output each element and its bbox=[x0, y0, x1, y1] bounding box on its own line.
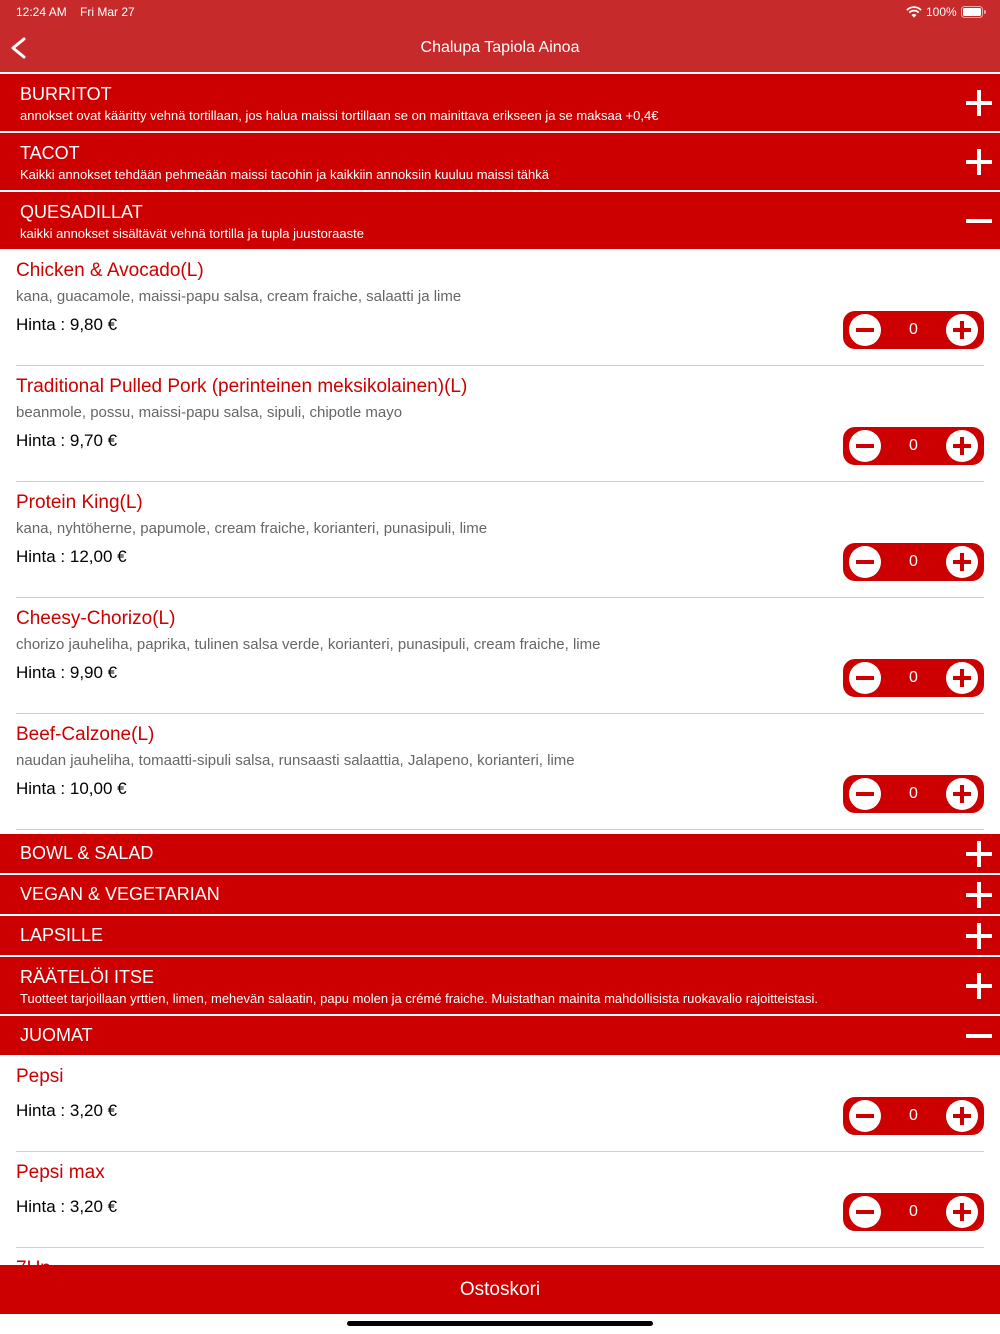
minus-icon[interactable] bbox=[966, 208, 992, 234]
price-value: 9,90 € bbox=[69, 663, 118, 682]
item-price bbox=[16, 426, 984, 456]
decrease-quantity-button[interactable] bbox=[849, 314, 881, 346]
category-header-quesadillat[interactable] bbox=[0, 192, 1000, 249]
item-description: kana, nyhtöherne, papumole, cream fraiche, korianteri, punasipuli, lime bbox=[16, 520, 488, 537]
plus-icon[interactable] bbox=[966, 973, 992, 999]
item-price bbox=[16, 1096, 984, 1126]
decrease-quantity-button[interactable] bbox=[849, 662, 881, 694]
category-title: JUOMAT bbox=[20, 1025, 93, 1045]
cart-button[interactable]: Ostoskori bbox=[0, 1265, 1000, 1314]
price-label: Hinta : bbox=[16, 315, 66, 334]
item-name: Protein King(L) bbox=[16, 492, 143, 513]
item-price bbox=[16, 658, 984, 688]
plus-icon[interactable] bbox=[966, 90, 992, 116]
item-name: Cheesy-Chorizo(L) bbox=[16, 608, 176, 629]
quantity-value: 0 bbox=[909, 1107, 918, 1124]
category-subtitle: annokset ovat kääritty vehnä tortillaan, jos halua maissi tortillaan se on mainittava erikseen ja se maksaa +0,4€ bbox=[20, 108, 659, 123]
decrease-quantity-button[interactable] bbox=[849, 1196, 881, 1228]
price-label: Hinta : bbox=[16, 1197, 66, 1216]
increase-quantity-button[interactable] bbox=[946, 1100, 978, 1132]
menu-item bbox=[16, 1056, 984, 1152]
minus-circle-icon bbox=[849, 778, 881, 810]
category-header-lapsille[interactable] bbox=[0, 916, 1000, 955]
decrease-quantity-button[interactable] bbox=[849, 430, 881, 462]
page-title: Chalupa Tapiola Ainoa bbox=[420, 39, 580, 56]
category-subtitle: Tuotteet tarjoillaan yrttien, limen, mehevän salaatin, papu molen ja crémé fraiche. Muistathan mainita mahdollisista ruokavalio rajoitteistasi. bbox=[20, 991, 818, 1006]
price-value: 3,20 € bbox=[69, 1101, 118, 1120]
item-price bbox=[16, 774, 984, 804]
quantity-value: 0 bbox=[909, 669, 918, 686]
plus-circle-icon bbox=[946, 1196, 978, 1228]
chevron-left-icon bbox=[8, 34, 32, 62]
category-header-tacot[interactable] bbox=[0, 133, 1000, 190]
menu-item bbox=[16, 714, 984, 830]
item-description: naudan jauheliha, tomaatti-sipuli salsa, runsaasti salaattia, Jalapeno, korianteri, lime bbox=[16, 752, 575, 769]
price-label: Hinta : bbox=[16, 547, 66, 566]
category-header-juomat[interactable] bbox=[0, 1016, 1000, 1055]
category-header-vegan-vegetarian[interactable] bbox=[0, 875, 1000, 914]
price-value: 10,00 € bbox=[69, 779, 127, 798]
decrease-quantity-button[interactable] bbox=[849, 778, 881, 810]
minus-circle-icon bbox=[849, 546, 881, 578]
item-name: Chicken & Avocado(L) bbox=[16, 260, 204, 281]
increase-quantity-button[interactable] bbox=[946, 314, 978, 346]
quantity-stepper bbox=[843, 543, 984, 581]
plus-circle-icon bbox=[946, 546, 978, 578]
category-subtitle: Kaikki annokset tehdään pehmeään maissi tacohin ja kaikkiin annoksiin kuuluu maissi tähkä bbox=[20, 167, 549, 182]
minus-circle-icon bbox=[849, 314, 881, 346]
plus-icon[interactable] bbox=[966, 882, 992, 908]
decrease-quantity-button[interactable] bbox=[849, 1100, 881, 1132]
menu-item bbox=[16, 366, 984, 482]
price-label: Hinta : bbox=[16, 779, 66, 798]
menu-item bbox=[16, 598, 984, 714]
item-price bbox=[16, 542, 984, 572]
item-price bbox=[16, 1192, 984, 1222]
quantity-value: 0 bbox=[909, 553, 918, 570]
quantity-value: 0 bbox=[909, 1203, 918, 1220]
plus-circle-icon bbox=[946, 662, 978, 694]
quantity-stepper bbox=[843, 1097, 984, 1135]
quantity-stepper bbox=[843, 659, 984, 697]
battery-percent: 100% bbox=[926, 5, 957, 19]
top-bar bbox=[0, 0, 1000, 72]
increase-quantity-button[interactable] bbox=[946, 546, 978, 578]
plus-circle-icon bbox=[946, 1100, 978, 1132]
category-items-quesadillat bbox=[0, 249, 1000, 830]
menu-item bbox=[16, 482, 984, 598]
item-name: Traditional Pulled Pork (perinteinen meksikolainen)(L) bbox=[16, 376, 468, 397]
price-value: 9,70 € bbox=[69, 431, 118, 450]
increase-quantity-button[interactable] bbox=[946, 430, 978, 462]
minus-icon[interactable] bbox=[966, 1023, 992, 1049]
plus-icon[interactable] bbox=[966, 841, 992, 867]
price-value: 12,00 € bbox=[69, 547, 127, 566]
quantity-value: 0 bbox=[909, 437, 918, 454]
menu-list bbox=[0, 72, 1000, 1314]
menu-item bbox=[16, 250, 984, 366]
category-title: TACOT bbox=[20, 143, 80, 163]
increase-quantity-button[interactable] bbox=[946, 778, 978, 810]
plus-circle-icon bbox=[946, 314, 978, 346]
price-label: Hinta : bbox=[16, 663, 66, 682]
price-value: 9,80 € bbox=[69, 315, 118, 334]
status-date: Fri Mar 27 bbox=[80, 5, 135, 19]
plus-icon[interactable] bbox=[966, 923, 992, 949]
item-description: beanmole, possu, maissi-papu salsa, sipuli, chipotle mayo bbox=[16, 404, 403, 421]
plus-circle-icon bbox=[946, 430, 978, 462]
category-title: BOWL & SALAD bbox=[20, 843, 154, 863]
battery-icon bbox=[961, 6, 986, 18]
quantity-value: 0 bbox=[909, 321, 918, 338]
decrease-quantity-button[interactable] bbox=[849, 546, 881, 578]
category-header-burritot[interactable] bbox=[0, 74, 1000, 131]
category-subtitle: kaikki annokset sisältävät vehnä tortilla ja tupla juustoraaste bbox=[20, 226, 364, 241]
minus-circle-icon bbox=[849, 1196, 881, 1228]
item-name: Pepsi bbox=[16, 1066, 64, 1087]
item-description: chorizo jauheliha, paprika, tulinen salsa verde, korianteri, punasipuli, cream fraiche, lime bbox=[16, 636, 601, 653]
plus-icon[interactable] bbox=[966, 149, 992, 175]
quantity-value: 0 bbox=[909, 785, 918, 802]
quantity-stepper bbox=[843, 1193, 984, 1231]
minus-circle-icon bbox=[849, 662, 881, 694]
home-indicator[interactable] bbox=[347, 1321, 653, 1326]
status-time: 12:24 AM bbox=[16, 5, 67, 19]
minus-circle-icon bbox=[849, 1100, 881, 1132]
price-label: Hinta : bbox=[16, 431, 66, 450]
price-label: Hinta : bbox=[16, 1101, 66, 1120]
back-button[interactable] bbox=[8, 34, 32, 62]
category-title: BURRITOT bbox=[20, 84, 112, 104]
item-name: Pepsi max bbox=[16, 1162, 105, 1183]
item-name: Beef-Calzone(L) bbox=[16, 724, 155, 745]
menu-item bbox=[16, 1152, 984, 1248]
category-title: QUESADILLAT bbox=[20, 202, 143, 222]
increase-quantity-button[interactable] bbox=[946, 662, 978, 694]
wifi-icon bbox=[906, 6, 922, 18]
increase-quantity-button[interactable] bbox=[946, 1196, 978, 1228]
price-value: 3,20 € bbox=[69, 1197, 118, 1216]
quantity-stepper bbox=[843, 427, 984, 465]
quantity-stepper bbox=[843, 775, 984, 813]
minus-circle-icon bbox=[849, 430, 881, 462]
category-header-bowl-salad[interactable] bbox=[0, 834, 1000, 873]
item-price bbox=[16, 310, 984, 340]
quantity-stepper bbox=[843, 311, 984, 349]
category-title: RÄÄTELÖI ITSE bbox=[20, 967, 155, 987]
category-title: VEGAN & VEGETARIAN bbox=[20, 884, 220, 904]
category-title: LAPSILLE bbox=[20, 925, 104, 945]
plus-circle-icon bbox=[946, 778, 978, 810]
category-header-raateloi-itse[interactable] bbox=[0, 957, 1000, 1014]
item-description: kana, guacamole, maissi-papu salsa, cream fraiche, salaatti ja lime bbox=[16, 288, 462, 305]
